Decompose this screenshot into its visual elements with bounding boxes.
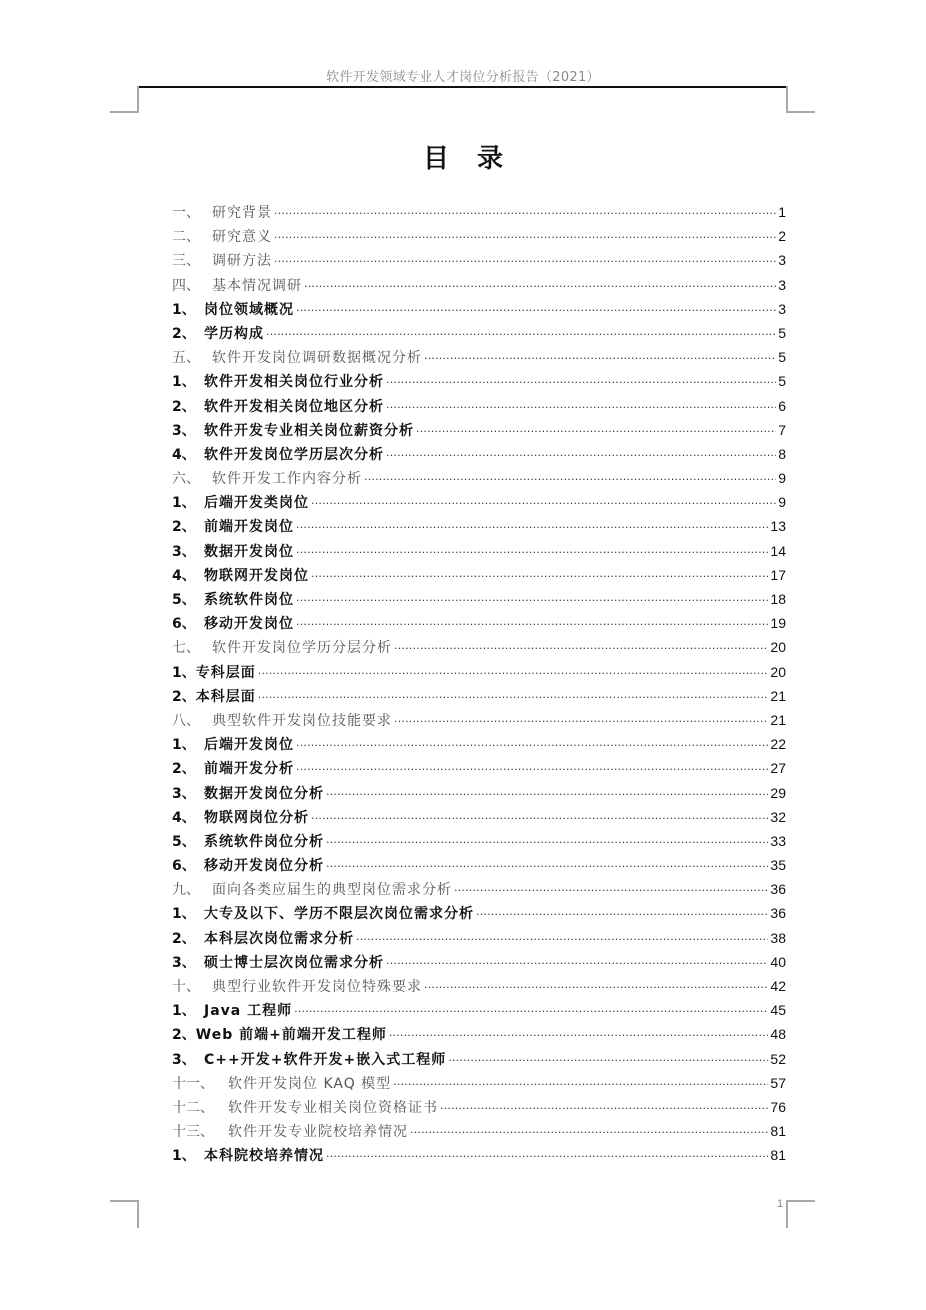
toc-dot-leader <box>296 730 768 755</box>
toc-entry-section[interactable] <box>172 998 786 1022</box>
toc-entry-number: 6、 <box>172 858 196 875</box>
toc-entry-number: 一、 <box>172 205 200 221</box>
toc-entry-page: 3 <box>778 252 786 269</box>
toc-entry-number: 4、 <box>172 446 196 463</box>
toc-entry-label: 物联网开发岗位 <box>204 567 309 584</box>
toc-dot-leader <box>326 851 768 876</box>
toc-entry-label: 软件开发岗位学历层次分析 <box>204 446 384 463</box>
toc-dot-leader <box>394 706 768 731</box>
toc-dot-leader <box>296 537 768 562</box>
toc-entry-chapter[interactable] <box>172 1071 786 1095</box>
toc-dot-leader <box>311 488 776 513</box>
toc-entry-section[interactable] <box>172 587 786 611</box>
toc-entry-label: 移动开发岗位 <box>204 616 294 633</box>
toc-entry-chapter[interactable] <box>172 273 786 297</box>
toc-entry-label: 系统软件岗位分析 <box>204 833 324 850</box>
toc-entry-number: 3、 <box>172 785 196 802</box>
toc-entry-chapter[interactable] <box>172 1119 786 1143</box>
toc-entry-page: 21 <box>770 687 786 704</box>
toc-entry-section[interactable] <box>172 490 786 514</box>
toc-dot-leader <box>386 392 776 417</box>
toc-entry-page: 52 <box>770 1050 786 1067</box>
toc-entry-label: 软件开发相关岗位地区分析 <box>204 398 384 415</box>
toc-entry-label: 软件开发专业相关岗位资格证书 <box>228 1099 438 1116</box>
toc-entry-page: 48 <box>770 1026 786 1043</box>
toc-dot-leader <box>424 972 768 997</box>
toc-entry-chapter[interactable] <box>172 974 786 998</box>
header-rule <box>138 86 787 88</box>
toc-entry-chapter[interactable] <box>172 224 786 248</box>
toc-entry-page: 7 <box>778 421 786 438</box>
toc-dot-leader <box>476 899 768 924</box>
toc-entry-number: 4、 <box>172 809 196 826</box>
toc-dot-leader <box>364 464 776 489</box>
toc-entry-section[interactable] <box>172 781 786 805</box>
toc-entry-page: 9 <box>778 470 786 487</box>
toc-entry-page: 40 <box>770 953 786 970</box>
toc-entry-label: 前端开发岗位 <box>204 519 294 536</box>
toc-entry-page: 81 <box>770 1123 786 1140</box>
toc-entry-label: 数据开发岗位分析 <box>204 785 324 802</box>
toc-entry-page: 13 <box>770 518 786 535</box>
toc-entry-label: 典型行业软件开发岗位特殊要求 <box>212 979 422 995</box>
toc-entry-number: 十二、 <box>172 1099 214 1116</box>
toc-entry-section[interactable] <box>172 442 786 466</box>
toc-entry-page: 20 <box>770 663 786 680</box>
toc-entry-number: 1、 <box>172 301 196 318</box>
toc-entry-label: 硕士博士层次岗位需求分析 <box>204 954 384 971</box>
toc-dot-leader <box>296 609 768 634</box>
toc-entry-label: 研究背景 <box>212 205 272 221</box>
toc-entry-section[interactable] <box>172 418 786 442</box>
toc-entry-number: 1、 <box>172 906 196 923</box>
toc-entry-page: 57 <box>770 1074 786 1091</box>
crop-mark-bottom-right-horizontal <box>786 1200 815 1202</box>
toc-entry-page: 17 <box>770 566 786 583</box>
toc-dot-leader <box>258 682 769 707</box>
toc-dot-leader <box>356 924 768 949</box>
crop-mark-bottom-left-vertical <box>137 1200 139 1228</box>
toc-dot-leader <box>274 246 776 271</box>
toc-entry-number: 2、 <box>172 1027 196 1044</box>
toc-entry-number: 2、 <box>172 688 196 705</box>
toc-entry-section[interactable] <box>172 853 786 877</box>
toc-dot-leader <box>304 271 776 296</box>
toc-entry-section[interactable] <box>172 756 786 780</box>
table-of-contents <box>172 200 786 1168</box>
toc-entry-page: 35 <box>770 857 786 874</box>
toc-entry-section[interactable] <box>172 369 786 393</box>
toc-entry-section[interactable] <box>172 539 786 563</box>
toc-dot-leader <box>440 1093 768 1118</box>
toc-entry-number: 六、 <box>172 471 200 488</box>
toc-entry-number: 十一、 <box>172 1075 214 1092</box>
crop-mark-bottom-right-vertical <box>786 1200 788 1228</box>
toc-entry-number: 1、 <box>172 1148 196 1165</box>
toc-dot-leader <box>416 416 776 441</box>
toc-entry-page: 9 <box>778 494 786 511</box>
toc-entry-section[interactable] <box>172 950 786 974</box>
toc-entry-page: 32 <box>770 808 786 825</box>
toc-entry-label: 软件开发相关岗位行业分析 <box>204 374 384 391</box>
toc-entry-chapter[interactable] <box>172 345 786 369</box>
toc-entry-number: 5、 <box>172 592 196 608</box>
toc-entry-page: 19 <box>770 615 786 632</box>
toc-entry-section[interactable] <box>172 394 786 418</box>
toc-dot-leader <box>394 633 768 658</box>
toc-entry-chapter[interactable] <box>172 466 786 490</box>
toc-entry-number: 3、 <box>172 954 196 971</box>
toc-entry-number: 5、 <box>172 833 196 850</box>
toc-entry-section[interactable] <box>172 684 786 708</box>
toc-dot-leader <box>296 754 768 779</box>
toc-entry-label: 典型软件开发岗位技能要求 <box>212 712 392 729</box>
toc-entry-label: 后端开发岗位 <box>204 737 294 754</box>
toc-entry-chapter[interactable] <box>172 708 786 732</box>
toc-dot-leader <box>274 222 776 247</box>
toc-entry-label: 本科层次岗位需求分析 <box>204 930 354 947</box>
toc-entry-number: 七、 <box>172 640 200 657</box>
toc-entry-chapter[interactable] <box>172 1095 786 1119</box>
toc-dot-leader <box>393 1069 768 1094</box>
toc-entry-number: 4、 <box>172 567 196 584</box>
toc-dot-leader <box>258 658 769 683</box>
toc-entry-section[interactable] <box>172 732 786 756</box>
toc-entry-number: 2、 <box>172 325 196 342</box>
toc-entry-section[interactable] <box>172 829 786 853</box>
toc-entry-page: 8 <box>778 445 786 462</box>
toc-entry-label: 移动开发岗位分析 <box>204 858 324 875</box>
toc-entry-number: 2、 <box>172 761 196 778</box>
toc-entry-page: 1 <box>778 204 786 220</box>
toc-dot-leader <box>410 1117 768 1142</box>
toc-entry-page: 3 <box>778 276 786 293</box>
toc-entry-page: 5 <box>778 373 786 390</box>
toc-entry-section[interactable] <box>172 514 786 538</box>
toc-entry-page: 2 <box>778 228 786 245</box>
toc-dot-leader <box>386 440 776 465</box>
toc-entry-section[interactable] <box>172 1143 786 1167</box>
toc-dot-leader <box>296 585 768 610</box>
toc-entry-label: 数据开发岗位 <box>204 543 294 560</box>
toc-dot-leader <box>454 875 768 900</box>
toc-entry-number: 十、 <box>172 979 200 995</box>
toc-entry-section[interactable] <box>172 1022 786 1046</box>
toc-entry-label: 软件开发岗位学历分层分析 <box>212 640 392 657</box>
running-header: 软件开发领域专业人才岗位分析报告（2021） <box>326 70 600 85</box>
toc-entry-page: 3 <box>778 300 786 317</box>
toc-entry-number: 1、 <box>172 374 196 391</box>
toc-entry-page: 38 <box>770 929 786 946</box>
toc-entry-number: 五、 <box>172 350 200 367</box>
toc-entry-label: 专科层面 <box>195 664 256 681</box>
toc-entry-section[interactable] <box>172 926 786 950</box>
toc-entry-label: 物联网岗位分析 <box>204 809 309 826</box>
toc-dot-leader <box>326 1141 768 1166</box>
crop-mark-top-left-horizontal <box>110 111 139 113</box>
toc-entry-section[interactable] <box>172 1047 786 1071</box>
toc-entry-chapter[interactable] <box>172 635 786 659</box>
toc-entry-section[interactable] <box>172 611 786 635</box>
toc-dot-leader <box>386 948 768 973</box>
toc-entry-section[interactable] <box>172 660 786 684</box>
toc-entry-label: 软件开发岗位 KAQ 模型 <box>228 1075 392 1092</box>
toc-entry-label: 本科层面 <box>195 688 256 705</box>
toc-entry-number: 二、 <box>172 229 200 246</box>
toc-entry-page: 5 <box>778 324 786 341</box>
toc-entry-number: 八、 <box>172 712 200 729</box>
toc-entry-label: 大专及以下、学历不限层次岗位需求分析 <box>204 906 474 923</box>
toc-dot-leader <box>311 561 768 586</box>
toc-entry-number: 1、 <box>172 1003 196 1020</box>
toc-entry-label: C++开发+软件开发+嵌入式工程师 <box>204 1051 447 1068</box>
toc-entry-number: 九、 <box>172 882 200 899</box>
toc-entry-number: 1、 <box>172 664 196 681</box>
toc-entry-section[interactable] <box>172 297 786 321</box>
toc-entry-page: 81 <box>770 1147 786 1164</box>
toc-entry-number: 三、 <box>172 253 200 270</box>
toc-entry-label: Java 工程师 <box>204 1003 293 1020</box>
toc-entry-page: 36 <box>770 905 786 922</box>
toc-entry-label: 面向各类应届生的典型岗位需求分析 <box>212 882 452 899</box>
toc-entry-page: 29 <box>770 784 786 801</box>
toc-entry-page: 33 <box>770 832 786 849</box>
toc-dot-leader <box>294 996 768 1021</box>
toc-entry-page: 20 <box>770 639 786 656</box>
toc-entry-number: 2、 <box>172 398 196 415</box>
toc-entry-label: 软件开发专业院校培养情况 <box>228 1124 408 1141</box>
toc-dot-leader <box>389 1020 769 1045</box>
crop-mark-top-left-vertical <box>137 86 139 113</box>
toc-entry-page: 6 <box>778 397 786 414</box>
crop-mark-bottom-left-horizontal <box>110 1200 139 1202</box>
toc-entry-label: 软件开发工作内容分析 <box>212 471 362 488</box>
toc-dot-leader <box>266 319 776 344</box>
toc-entry-label: 后端开发类岗位 <box>204 495 309 512</box>
toc-entry-chapter[interactable] <box>172 200 786 224</box>
toc-entry-label: 前端开发分析 <box>204 761 294 778</box>
toc-entry-page: 27 <box>770 760 786 777</box>
toc-entry-number: 1、 <box>172 737 196 754</box>
toc-entry-label: 系统软件岗位 <box>204 592 294 608</box>
crop-mark-top-right-horizontal <box>786 111 815 113</box>
toc-entry-number: 十三、 <box>172 1124 214 1141</box>
toc-entry-number: 2、 <box>172 519 196 536</box>
toc-entry-page: 45 <box>770 1002 786 1019</box>
toc-entry-page: 36 <box>770 881 786 898</box>
toc-dot-leader <box>274 198 776 223</box>
toc-entry-label: 基本情况调研 <box>212 277 302 294</box>
toc-dot-leader <box>311 803 768 828</box>
toc-dot-leader <box>424 343 776 368</box>
toc-entry-label: 调研方法 <box>212 253 272 270</box>
toc-entry-chapter[interactable] <box>172 248 786 272</box>
toc-entry-label: 研究意义 <box>212 229 272 246</box>
toc-entry-number: 2、 <box>172 930 196 947</box>
toc-dot-leader <box>326 827 768 852</box>
toc-dot-leader <box>326 779 768 804</box>
toc-entry-number: 3、 <box>172 1051 196 1068</box>
toc-entry-page: 18 <box>770 591 786 607</box>
toc-entry-page: 22 <box>770 736 786 753</box>
crop-mark-top-right-vertical <box>786 86 788 113</box>
toc-entry-chapter[interactable] <box>172 877 786 901</box>
toc-dot-leader <box>386 367 776 392</box>
page-number: 1 <box>777 1198 784 1210</box>
toc-entry-page: 5 <box>778 349 786 366</box>
toc-entry-number: 3、 <box>172 422 196 439</box>
toc-entry-page: 42 <box>770 978 786 994</box>
toc-dot-leader <box>296 295 776 320</box>
toc-entry-number: 6、 <box>172 616 196 633</box>
page-title: 目录 <box>422 144 531 174</box>
toc-entry-page: 76 <box>770 1098 786 1115</box>
toc-entry-label: 软件开发岗位调研数据概况分析 <box>212 350 422 367</box>
toc-dot-leader <box>296 512 768 537</box>
toc-entry-section[interactable] <box>172 321 786 345</box>
toc-entry-page: 14 <box>770 542 786 559</box>
toc-entry-label: 软件开发专业相关岗位薪资分析 <box>204 422 414 439</box>
toc-entry-section[interactable] <box>172 805 786 829</box>
toc-entry-label: 岗位领域概况 <box>204 301 294 318</box>
toc-entry-section[interactable] <box>172 563 786 587</box>
toc-entry-number: 3、 <box>172 543 196 560</box>
toc-entry-page: 21 <box>770 711 786 728</box>
toc-dot-leader <box>448 1045 768 1070</box>
toc-entry-label: 本科院校培养情况 <box>204 1148 324 1165</box>
toc-entry-section[interactable] <box>172 901 786 925</box>
toc-entry-label: Web 前端+前端开发工程师 <box>195 1027 387 1044</box>
toc-entry-number: 1、 <box>172 495 196 512</box>
toc-entry-label: 学历构成 <box>204 325 264 342</box>
toc-entry-number: 四、 <box>172 277 200 294</box>
